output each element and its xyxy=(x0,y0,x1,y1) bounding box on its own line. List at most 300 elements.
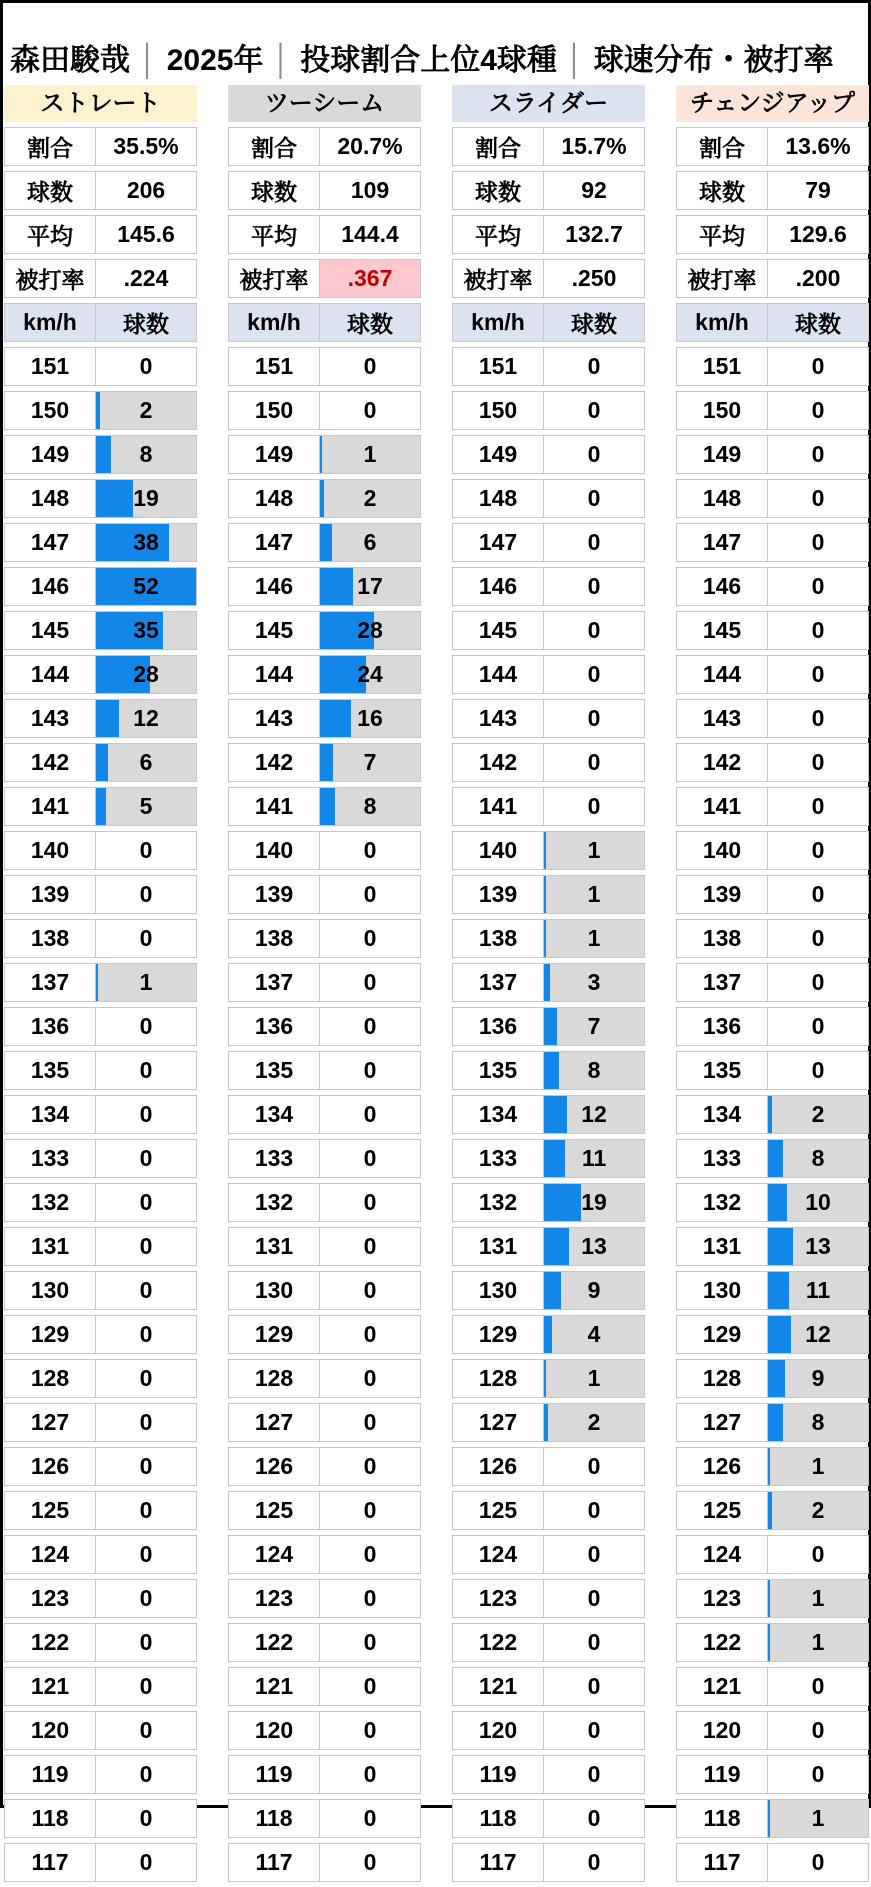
velocity-row xyxy=(452,1711,645,1750)
velocity-row xyxy=(4,1623,197,1662)
count-value: 7 xyxy=(363,749,377,775)
count-cell xyxy=(543,567,645,606)
count-value: 0 xyxy=(811,1541,825,1567)
count-cell xyxy=(543,1271,645,1310)
pitch-table xyxy=(228,122,421,1887)
velocity-row xyxy=(676,1535,869,1574)
speed-cell: 150 xyxy=(228,391,319,430)
count-value: 0 xyxy=(811,1673,825,1699)
count-value: 24 xyxy=(357,661,383,687)
count-cell xyxy=(95,963,197,1002)
count-cell xyxy=(95,1403,197,1442)
count-value: 0 xyxy=(811,353,825,379)
count-bar xyxy=(320,480,324,517)
velocity-row xyxy=(676,1183,869,1222)
pitch-column xyxy=(228,85,421,1887)
speed-cell: 145 xyxy=(452,611,543,650)
speed-cell: 147 xyxy=(676,523,767,562)
velocity-row xyxy=(452,1007,645,1046)
count-cell xyxy=(767,655,869,694)
count-cell xyxy=(543,875,645,914)
speed-cell: 119 xyxy=(452,1755,543,1794)
count-cell xyxy=(319,963,421,1002)
stat-label: 割合 xyxy=(676,127,767,166)
count-cell xyxy=(543,1007,645,1046)
count-cell xyxy=(767,1667,869,1706)
count-value: 9 xyxy=(587,1277,601,1303)
velocity-row xyxy=(452,831,645,870)
velocity-row xyxy=(676,1491,869,1530)
distribution-header-row xyxy=(4,303,197,342)
count-cell xyxy=(543,743,645,782)
speed-cell: 144 xyxy=(676,655,767,694)
stat-label: 球数 xyxy=(4,171,95,210)
count-value: 0 xyxy=(139,1673,153,1699)
velocity-row xyxy=(676,1579,869,1618)
count-cell xyxy=(319,919,421,958)
count-bar xyxy=(96,788,106,825)
speed-cell: 127 xyxy=(676,1403,767,1442)
count-value: 0 xyxy=(363,1585,377,1611)
velocity-row xyxy=(228,1227,421,1266)
pitch-columns xyxy=(3,85,868,1887)
count-value: 0 xyxy=(587,485,601,511)
velocity-row xyxy=(4,875,197,914)
velocity-row xyxy=(4,1271,197,1310)
velocity-row xyxy=(676,1227,869,1266)
speed-cell: 143 xyxy=(676,699,767,738)
speed-cell: 130 xyxy=(228,1271,319,1310)
speed-cell: 141 xyxy=(452,787,543,826)
count-bar xyxy=(96,480,133,517)
count-value: 12 xyxy=(581,1101,607,1127)
distribution-header-row xyxy=(676,303,869,342)
count-cell xyxy=(767,1623,869,1662)
count-value: 16 xyxy=(357,705,383,731)
count-cell xyxy=(319,1667,421,1706)
velocity-row xyxy=(452,1579,645,1618)
speed-cell: 144 xyxy=(228,655,319,694)
count-value: 0 xyxy=(363,837,377,863)
velocity-row xyxy=(676,655,869,694)
count-cell xyxy=(767,919,869,958)
velocity-row xyxy=(676,435,869,474)
speed-column-header: km/h xyxy=(4,303,95,342)
speed-cell: 133 xyxy=(4,1139,95,1178)
count-value: 0 xyxy=(363,353,377,379)
count-value: 17 xyxy=(357,573,383,599)
count-value: 0 xyxy=(811,661,825,687)
speed-cell: 138 xyxy=(676,919,767,958)
speed-cell: 146 xyxy=(228,567,319,606)
count-value: 0 xyxy=(811,881,825,907)
count-value: 0 xyxy=(811,1057,825,1083)
count-value: 2 xyxy=(587,1409,601,1435)
count-cell xyxy=(767,787,869,826)
stat-row xyxy=(228,171,421,210)
count-cell xyxy=(543,1579,645,1618)
count-cell xyxy=(319,1227,421,1266)
speed-cell: 122 xyxy=(452,1623,543,1662)
count-bar xyxy=(768,1272,789,1309)
speed-cell: 142 xyxy=(228,743,319,782)
count-cell xyxy=(767,1227,869,1266)
velocity-row xyxy=(4,787,197,826)
speed-cell: 151 xyxy=(4,347,95,386)
velocity-row xyxy=(228,831,421,870)
velocity-row xyxy=(4,1403,197,1442)
velocity-row xyxy=(228,875,421,914)
count-bar xyxy=(544,1184,581,1221)
speed-cell: 134 xyxy=(4,1095,95,1134)
title-segment: 球速分布・被打率 xyxy=(593,44,834,77)
velocity-row xyxy=(228,919,421,958)
count-cell xyxy=(543,611,645,650)
count-value: 0 xyxy=(139,1761,153,1787)
count-value: 0 xyxy=(139,1101,153,1127)
speed-cell: 144 xyxy=(4,655,95,694)
count-value: 1 xyxy=(811,1805,825,1831)
stat-label: 割合 xyxy=(4,127,95,166)
count-cell xyxy=(95,1271,197,1310)
speed-cell: 123 xyxy=(676,1579,767,1618)
stat-label: 割合 xyxy=(228,127,319,166)
count-cell xyxy=(95,1755,197,1794)
speed-cell: 123 xyxy=(4,1579,95,1618)
velocity-row xyxy=(4,1579,197,1618)
count-cell xyxy=(95,1843,197,1882)
speed-cell: 136 xyxy=(4,1007,95,1046)
stat-value: 79 xyxy=(767,171,869,210)
speed-cell: 136 xyxy=(452,1007,543,1046)
count-bar xyxy=(768,1624,770,1661)
count-value: 1 xyxy=(811,1585,825,1611)
velocity-row xyxy=(676,1843,869,1882)
stat-label: 平均 xyxy=(452,215,543,254)
count-value: 0 xyxy=(587,1673,601,1699)
count-bar xyxy=(544,1228,569,1265)
speed-cell: 123 xyxy=(228,1579,319,1618)
count-cell xyxy=(319,1139,421,1178)
velocity-row xyxy=(228,699,421,738)
stat-row xyxy=(676,171,869,210)
count-cell xyxy=(767,567,869,606)
speed-cell: 129 xyxy=(228,1315,319,1354)
speed-cell: 143 xyxy=(228,699,319,738)
count-value: 0 xyxy=(139,1277,153,1303)
count-value: 0 xyxy=(139,1849,153,1875)
velocity-row xyxy=(452,391,645,430)
count-value: 0 xyxy=(587,793,601,819)
speed-cell: 125 xyxy=(676,1491,767,1530)
count-value: 0 xyxy=(587,749,601,775)
count-cell xyxy=(767,699,869,738)
speed-cell: 137 xyxy=(676,963,767,1002)
speed-cell: 125 xyxy=(4,1491,95,1530)
count-cell xyxy=(543,1491,645,1530)
velocity-row xyxy=(228,1271,421,1310)
stat-value: .224 xyxy=(95,259,197,298)
speed-cell: 147 xyxy=(4,523,95,562)
count-cell xyxy=(543,1359,645,1398)
velocity-row xyxy=(228,391,421,430)
count-value: 0 xyxy=(587,397,601,423)
speed-cell: 121 xyxy=(4,1667,95,1706)
count-cell xyxy=(767,1491,869,1530)
count-value: 0 xyxy=(363,1497,377,1523)
count-cell xyxy=(543,1447,645,1486)
count-value: 0 xyxy=(139,1145,153,1171)
stat-label: 被打率 xyxy=(4,259,95,298)
count-column-header: 球数 xyxy=(543,303,645,342)
velocity-row xyxy=(228,1491,421,1530)
stat-row xyxy=(4,127,197,166)
stat-row xyxy=(452,259,645,298)
count-value: 28 xyxy=(133,661,159,687)
count-cell xyxy=(95,831,197,870)
speed-cell: 120 xyxy=(452,1711,543,1750)
count-cell xyxy=(319,523,421,562)
velocity-row xyxy=(676,1359,869,1398)
stat-label: 球数 xyxy=(228,171,319,210)
stat-value: .200 xyxy=(767,259,869,298)
stat-label: 被打率 xyxy=(228,259,319,298)
count-value: 0 xyxy=(811,925,825,951)
velocity-row xyxy=(4,1843,197,1882)
count-cell xyxy=(319,1095,421,1134)
count-cell xyxy=(95,1535,197,1574)
speed-cell: 131 xyxy=(228,1227,319,1266)
count-value: 0 xyxy=(811,1013,825,1039)
count-bar xyxy=(544,1316,552,1353)
velocity-row xyxy=(228,1403,421,1442)
count-value: 8 xyxy=(811,1145,825,1171)
stat-value: 20.7% xyxy=(319,127,421,166)
count-value: 0 xyxy=(363,397,377,423)
speed-cell: 148 xyxy=(676,479,767,518)
velocity-row xyxy=(4,1183,197,1222)
count-value: 13 xyxy=(805,1233,831,1259)
velocity-row xyxy=(4,655,197,694)
count-bar xyxy=(544,1140,565,1177)
velocity-row xyxy=(228,1799,421,1838)
count-cell xyxy=(543,1843,645,1882)
count-bar xyxy=(320,788,335,825)
velocity-row xyxy=(452,1183,645,1222)
speed-cell: 120 xyxy=(676,1711,767,1750)
velocity-row xyxy=(452,1139,645,1178)
count-cell xyxy=(319,1843,421,1882)
speed-cell: 126 xyxy=(676,1447,767,1486)
count-column-header: 球数 xyxy=(319,303,421,342)
count-bar xyxy=(320,744,333,781)
count-cell xyxy=(319,1007,421,1046)
velocity-row xyxy=(4,1711,197,1750)
count-value: 1 xyxy=(811,1629,825,1655)
count-bar xyxy=(96,744,108,781)
count-value: 35 xyxy=(133,617,159,643)
stat-value: .250 xyxy=(543,259,645,298)
count-cell xyxy=(95,523,197,562)
count-bar xyxy=(544,920,546,957)
speed-cell: 148 xyxy=(4,479,95,518)
count-value: 1 xyxy=(587,881,601,907)
count-cell xyxy=(319,1579,421,1618)
velocity-row xyxy=(4,1139,197,1178)
velocity-row xyxy=(452,1315,645,1354)
page-title xyxy=(10,45,868,77)
title-separator: │ xyxy=(139,44,158,77)
count-cell xyxy=(543,1535,645,1574)
velocity-row xyxy=(676,1315,869,1354)
velocity-row xyxy=(452,479,645,518)
count-bar xyxy=(768,1140,783,1177)
velocity-row xyxy=(452,1051,645,1090)
count-cell xyxy=(95,655,197,694)
count-cell xyxy=(319,1359,421,1398)
count-value: 0 xyxy=(139,1717,153,1743)
speed-cell: 135 xyxy=(228,1051,319,1090)
stat-row xyxy=(452,127,645,166)
speed-cell: 135 xyxy=(452,1051,543,1090)
pitch-column xyxy=(452,85,645,1887)
velocity-row xyxy=(676,1755,869,1794)
count-value: 19 xyxy=(581,1189,607,1215)
velocity-row xyxy=(228,743,421,782)
velocity-row xyxy=(228,347,421,386)
count-value: 0 xyxy=(139,1409,153,1435)
speed-cell: 151 xyxy=(452,347,543,386)
count-value: 1 xyxy=(811,1453,825,1479)
count-value: 0 xyxy=(811,969,825,995)
speed-cell: 131 xyxy=(4,1227,95,1266)
speed-cell: 131 xyxy=(452,1227,543,1266)
stat-row xyxy=(676,215,869,254)
count-value: 0 xyxy=(587,1497,601,1523)
speed-cell: 127 xyxy=(228,1403,319,1442)
count-bar xyxy=(544,832,546,869)
velocity-row xyxy=(676,611,869,650)
count-value: 12 xyxy=(805,1321,831,1347)
velocity-row xyxy=(676,743,869,782)
speed-cell: 138 xyxy=(452,919,543,958)
count-bar xyxy=(320,568,353,605)
count-cell xyxy=(95,1095,197,1134)
count-value: 0 xyxy=(587,1761,601,1787)
count-value: 0 xyxy=(587,1453,601,1479)
speed-cell: 119 xyxy=(228,1755,319,1794)
count-cell xyxy=(95,875,197,914)
count-cell xyxy=(95,1359,197,1398)
speed-cell: 133 xyxy=(676,1139,767,1178)
speed-cell: 139 xyxy=(228,875,319,914)
count-bar xyxy=(768,1404,783,1441)
pitch-type-header: ストレート xyxy=(4,85,197,122)
velocity-row xyxy=(676,1271,869,1310)
velocity-row xyxy=(676,1711,869,1750)
count-cell xyxy=(767,611,869,650)
count-cell xyxy=(767,1799,869,1838)
count-bar xyxy=(768,1316,791,1353)
distribution-header-row xyxy=(228,303,421,342)
speed-cell: 129 xyxy=(676,1315,767,1354)
speed-cell: 133 xyxy=(452,1139,543,1178)
count-value: 0 xyxy=(587,1585,601,1611)
count-cell xyxy=(767,1183,869,1222)
speed-cell: 137 xyxy=(452,963,543,1002)
velocity-row xyxy=(228,787,421,826)
velocity-row xyxy=(452,1535,645,1574)
count-cell xyxy=(767,963,869,1002)
velocity-row xyxy=(228,1095,421,1134)
velocity-row xyxy=(228,1535,421,1574)
count-value: 3 xyxy=(587,969,601,995)
velocity-row xyxy=(228,1755,421,1794)
count-cell xyxy=(319,875,421,914)
pitch-column xyxy=(676,85,869,1887)
count-cell xyxy=(543,391,645,430)
count-value: 0 xyxy=(363,969,377,995)
count-value: 0 xyxy=(811,1717,825,1743)
count-bar xyxy=(544,876,546,913)
count-cell xyxy=(95,1447,197,1486)
stat-value: 145.6 xyxy=(95,215,197,254)
count-value: 0 xyxy=(363,925,377,951)
speed-cell: 148 xyxy=(452,479,543,518)
speed-cell: 145 xyxy=(228,611,319,650)
speed-cell: 136 xyxy=(228,1007,319,1046)
count-value: 13 xyxy=(581,1233,607,1259)
title-separator: │ xyxy=(272,44,292,77)
speed-cell: 118 xyxy=(676,1799,767,1838)
speed-cell: 145 xyxy=(676,611,767,650)
count-cell xyxy=(319,1491,421,1530)
count-cell xyxy=(319,479,421,518)
speed-cell: 141 xyxy=(4,787,95,826)
count-bar xyxy=(768,1492,772,1529)
speed-cell: 126 xyxy=(452,1447,543,1486)
velocity-row xyxy=(228,435,421,474)
velocity-row xyxy=(676,1403,869,1442)
speed-cell: 125 xyxy=(228,1491,319,1530)
count-cell xyxy=(95,1139,197,1178)
velocity-row xyxy=(452,1491,645,1530)
speed-column-header: km/h xyxy=(452,303,543,342)
velocity-row xyxy=(452,1403,645,1442)
velocity-row xyxy=(676,1007,869,1046)
count-cell xyxy=(543,1139,645,1178)
speed-cell: 132 xyxy=(228,1183,319,1222)
speed-cell: 124 xyxy=(4,1535,95,1574)
speed-cell: 124 xyxy=(228,1535,319,1574)
stat-value: 92 xyxy=(543,171,645,210)
count-cell xyxy=(543,831,645,870)
count-cell xyxy=(543,655,645,694)
stat-row xyxy=(452,171,645,210)
speed-cell: 117 xyxy=(452,1843,543,1882)
velocity-row xyxy=(4,919,197,958)
speed-cell: 140 xyxy=(228,831,319,870)
count-cell xyxy=(95,1667,197,1706)
speed-cell: 149 xyxy=(4,435,95,474)
speed-cell: 117 xyxy=(676,1843,767,1882)
count-value: 12 xyxy=(133,705,159,731)
speed-cell: 128 xyxy=(452,1359,543,1398)
count-cell xyxy=(767,875,869,914)
speed-cell: 119 xyxy=(4,1755,95,1794)
count-value: 0 xyxy=(139,837,153,863)
count-value: 8 xyxy=(139,441,153,467)
